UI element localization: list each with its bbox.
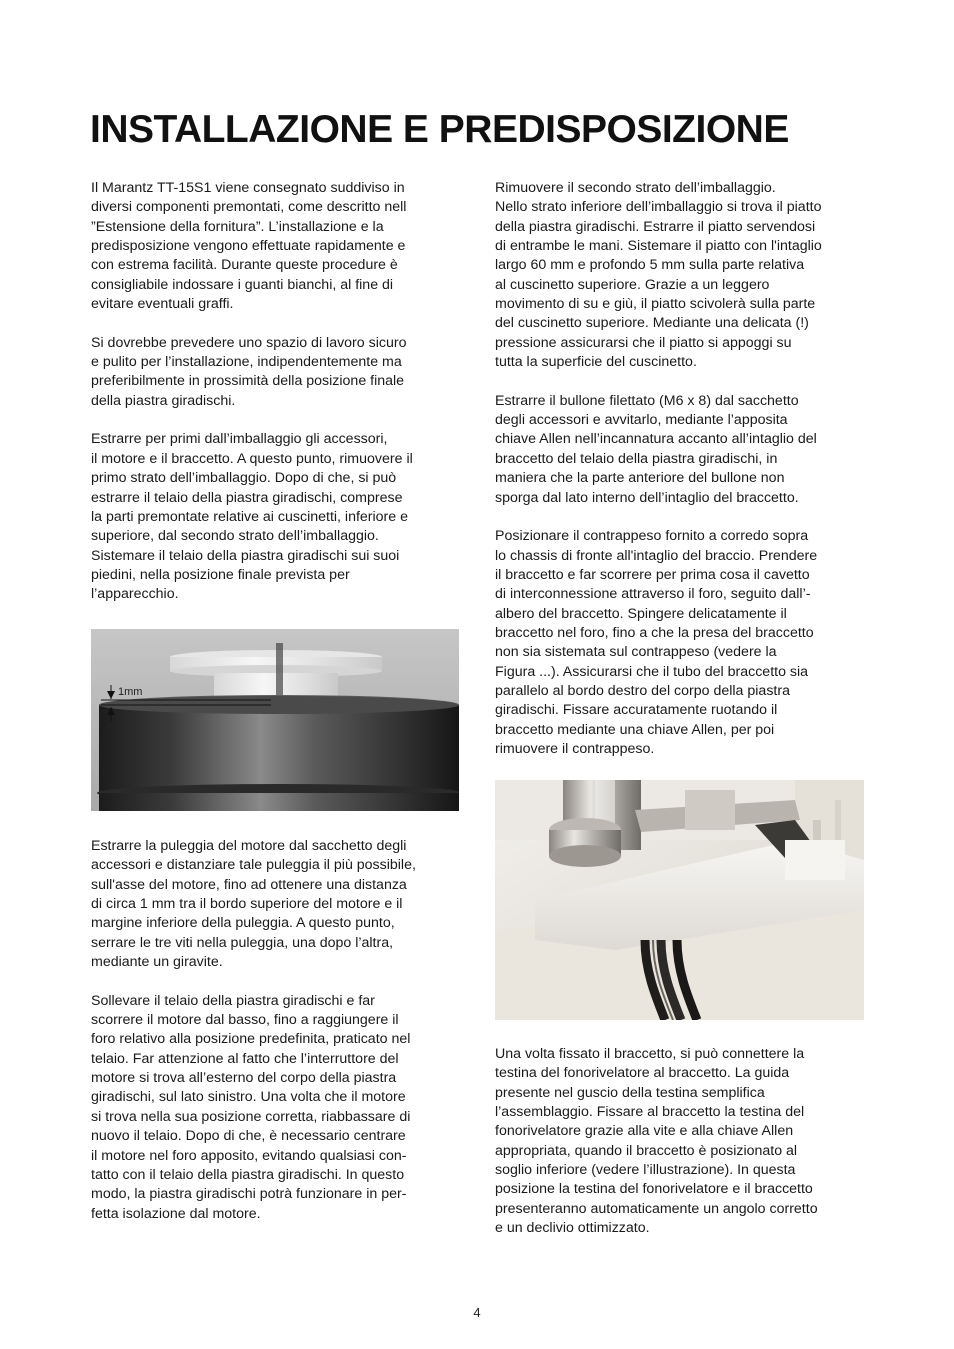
paragraph-platter: Rimuovere il secondo strato dell’imballaggio. Nello strato inferiore dell’imballaggio si trova il piatto della piastra giradischi. Estrarre il piatto servendosi di entrambe le mani. Sistemare il piatto con l'intaglio largo 60 mm e profondo 5 mm sulla parte relativa al cuscinetto superiore. Grazie a un leggero movimento di su e giù, il piatto scivolerà sulla parte del cuscinetto superiore. Mediante una delicata (!) pressione assicurarsi che il piatto si appoggi su tutta la superficie del cuscinetto. <box>495 180 822 371</box>
paragraph-motor: Sollevare il telaio della piastra giradischi e far scorrere il motore dal basso, fino a raggiungere il foro relativo alla posizione predefinita, praticato nel telaio. Far attenzione al fatto che l’interruttore del motore si trova all’esterno del corpo della piastra giradischi, sul lato sinistro. Una volta che il motore si trova nella sua posizione corretta, riabbassare di nuovo il telaio. Dopo di che, è necessario centrare il motore nel foro apposito, evitando qualsiasi con- tatto con il telaio della piastra giradischi. In questo modo, la piastra giradischi potrà funzionare in per- fetta isolazione dal motore. <box>91 992 411 1222</box>
paragraph-intro: Il Marantz TT-15S1 viene consegnato suddiviso in diversi componenti premontati, come descritto nell ”Estensione della fornitura”. L’installazione e la predisposizione vengono effettuate rapidamente e con estrema facilità. Durante queste procedure è consigliabile indossare i guanti bianchi, al fine di evitare eventuali graffi. <box>91 180 407 313</box>
left-column-lower <box>91 837 463 1224</box>
paragraph-workspace: Si dovrebbe prevedere uno spazio di lavoro sicuro e pulito per l’installazione, indipendentemente ma preferibilmente in prossimità della posizione finale della piastra giradischi. <box>91 334 407 409</box>
paragraph-bolt: Estrarre il bullone filettato (M6 x 8) dal sacchetto degli accessori e avvitarlo, mediante l’apposita chiave Allen nell’incannatura accanto all’intaglio del braccetto del telaio della piastra giradischi, in maniera che la parte anteriore del bullone non sporga dal lato interno dell’intaglio del braccetto. <box>495 392 817 506</box>
right-column <box>495 179 867 759</box>
paragraph-tonearm: Posizionare il contrappeso fornito a corredo sopra lo chassis di fronte all'intaglio del braccio. Prendere il braccetto e far scorrere per prima cosa il cavetto di interconnessione attraverso il foro, seguito dall’- albero del braccetto. Spingere delicatamente il braccetto nel foro, fino a che la presa del braccetto non sia sistemata sul contrappeso (vedere la Figura ...). Assicurarsi che il tubo del braccetto sia parallelo al bordo destro del corpo della piastra giradischi. Fissare accuratamente ruotando il braccetto mediante una chiave Allen, per poi rimuovere il contrappeso. <box>495 528 818 757</box>
paragraph-headshell: Una volta fissato il braccetto, si può connettere la testina del fonorivelatore al braccetto. La guida presente nel guscio della testina semplifica l’assemblaggio. Fissare al braccetto la testina del fonorivelatore grazie alla vite e alla chiave Allen appropriata, quando il braccetto è posizionato al soglio inferiore (vedere l’illustrazione). In questa posizione la testina del fonorivelatore e il braccetto presenteranno automaticamente un angolo corretto e un declivio ottimizzato. <box>495 1046 818 1237</box>
motor-pulley-photo <box>91 629 459 811</box>
right-column-lower <box>495 1045 867 1238</box>
paragraph-unpacking: Estrarre per primi dall’imballaggio gli accessori, il motore e il braccetto. A questo punto, rimuovere il primo strato dell’imballaggio. Dopo di che, si può estrarre il telaio della piastra giradischi, comprese la parti premontate relative ai cuscinetti, inferiore e superiore, dal secondo strato dell’imballaggio. Sistemare il telaio della piastra giradischi sui suoi piedini, nella posizione finale prevista per l’apparecchio. <box>91 431 413 603</box>
page-number: 4 <box>473 1305 481 1320</box>
page-title: INSTALLAZIONE E PREDISPOSIZIONE <box>90 108 789 151</box>
paragraph-pulley: Estrarre la puleggia del motore dal sacchetto degli accessori e distanziare tale puleggia il più possibile, sull'asse del motore, fino ad ottenere una distanza di circa 1 mm tra il bordo superiore del motore e il margine inferiore della puleggia. A questo punto, serrare le tre viti nella puleggia, una dopo l’altra, mediante un giravite. <box>91 838 416 971</box>
tonearm-photo <box>495 780 864 1020</box>
gap-measure-label: 1mm <box>118 686 143 698</box>
left-column <box>91 179 463 605</box>
